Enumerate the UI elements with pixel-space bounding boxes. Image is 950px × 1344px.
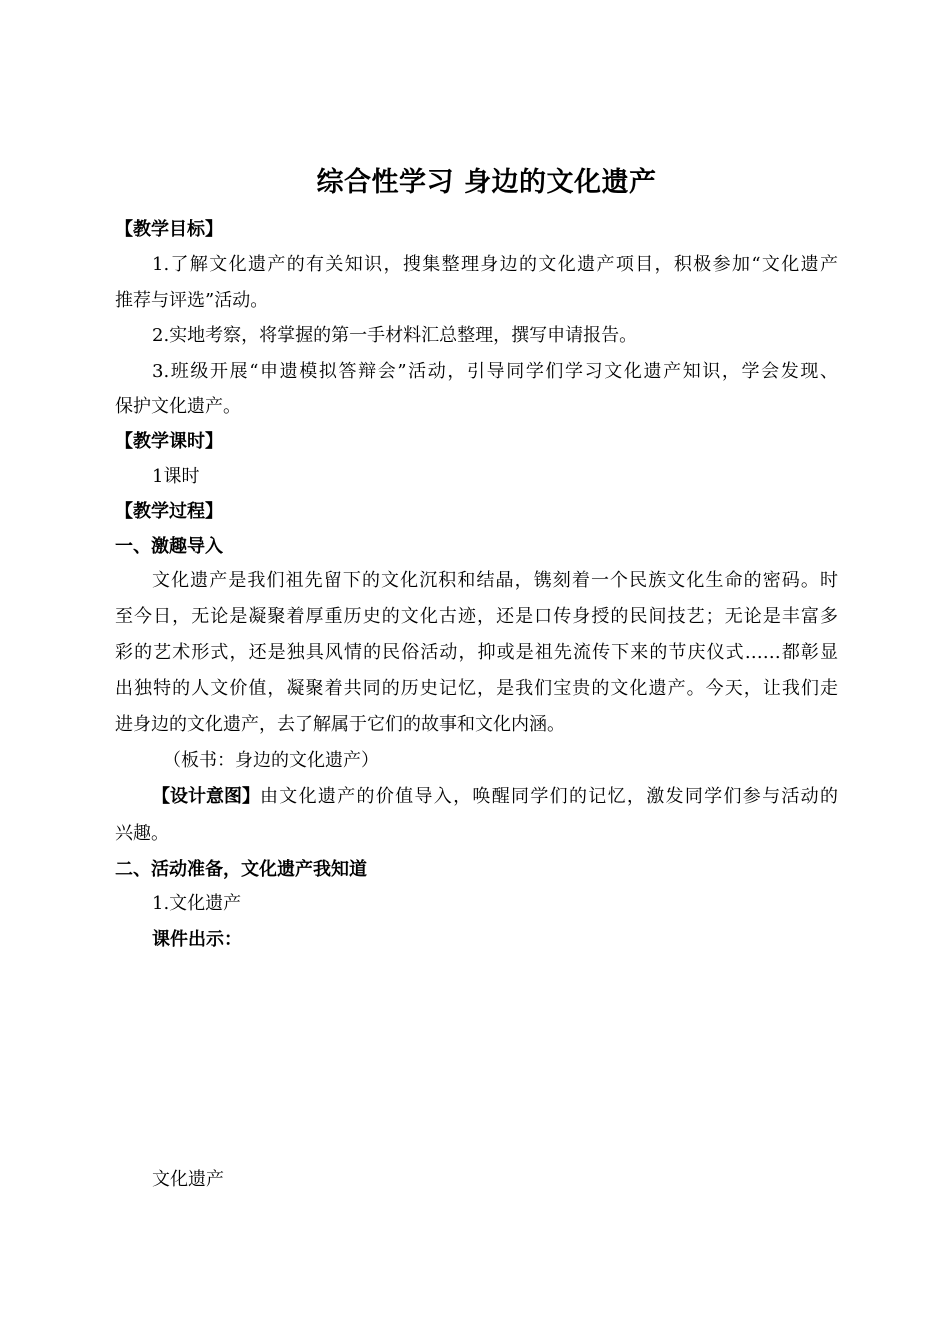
goals-heading: 【教学目标】 xyxy=(115,219,223,240)
intro-line-2: 至今日，无论是凝聚着厚重历史的文化古迹，还是口传身授的民间技艺；无论是丰富多 xyxy=(115,606,838,627)
intro-line-1: 文化遗产是我们祖先留下的文化沉积和结晶，镌刻着一个民族文化生命的密码。时 xyxy=(152,570,838,591)
goal-3-line-1: 3.班级开展“申遗模拟答辩会”活动，引导同学们学习文化遗产知识，学会发现、 xyxy=(152,361,838,382)
process-heading: 【教学过程】 xyxy=(115,501,223,522)
item-1: 1.文化遗产 xyxy=(152,893,242,914)
blackboard-note: （板书：身边的文化遗产） xyxy=(163,750,379,771)
hours-value: 1课时 xyxy=(152,466,200,487)
intro-line-3: 彩的艺术形式，还是独具风情的民俗活动，抑或是祖先流传下来的节庆仪式……都彰显 xyxy=(115,642,838,663)
design-intent-label: 【设计意图】 xyxy=(152,786,260,807)
hours-heading: 【教学课时】 xyxy=(115,431,223,452)
courseware-label: 课件出示： xyxy=(152,929,242,950)
design-intent-text: 由文化遗产的价值导入，唤醒同学们的记忆，激发同学们参与活动的 xyxy=(260,786,838,807)
part-2-heading: 二、活动准备，文化遗产我知道 xyxy=(115,859,367,880)
goal-1-line-1: 1.了解文化遗产的有关知识，搜集整理身边的文化遗产项目，积极参加“文化遗产 xyxy=(152,254,838,275)
page-title: 综合性学习 身边的文化遗产 xyxy=(316,167,657,198)
goal-1-line-2: 推荐与评选”活动。 xyxy=(115,290,269,311)
goal-2: 2.实地考察，将掌握的第一手材料汇总整理，撰写申请报告。 xyxy=(152,325,638,346)
intro-line-5: 进身边的文化遗产，去了解属于它们的故事和文化内涵。 xyxy=(115,714,565,735)
goal-3-line-2: 保护文化遗产。 xyxy=(115,396,241,417)
design-intent-line-1 xyxy=(152,788,838,806)
footer-text: 文化遗产 xyxy=(152,1169,224,1190)
intro-line-4: 出独特的人文价值，凝聚着共同的历史记忆，是我们宝贵的文化遗产。今天，让我们走 xyxy=(115,678,838,699)
part-1-heading: 一、激趣导入 xyxy=(115,536,223,557)
design-intent-line-2: 兴趣。 xyxy=(115,823,169,844)
